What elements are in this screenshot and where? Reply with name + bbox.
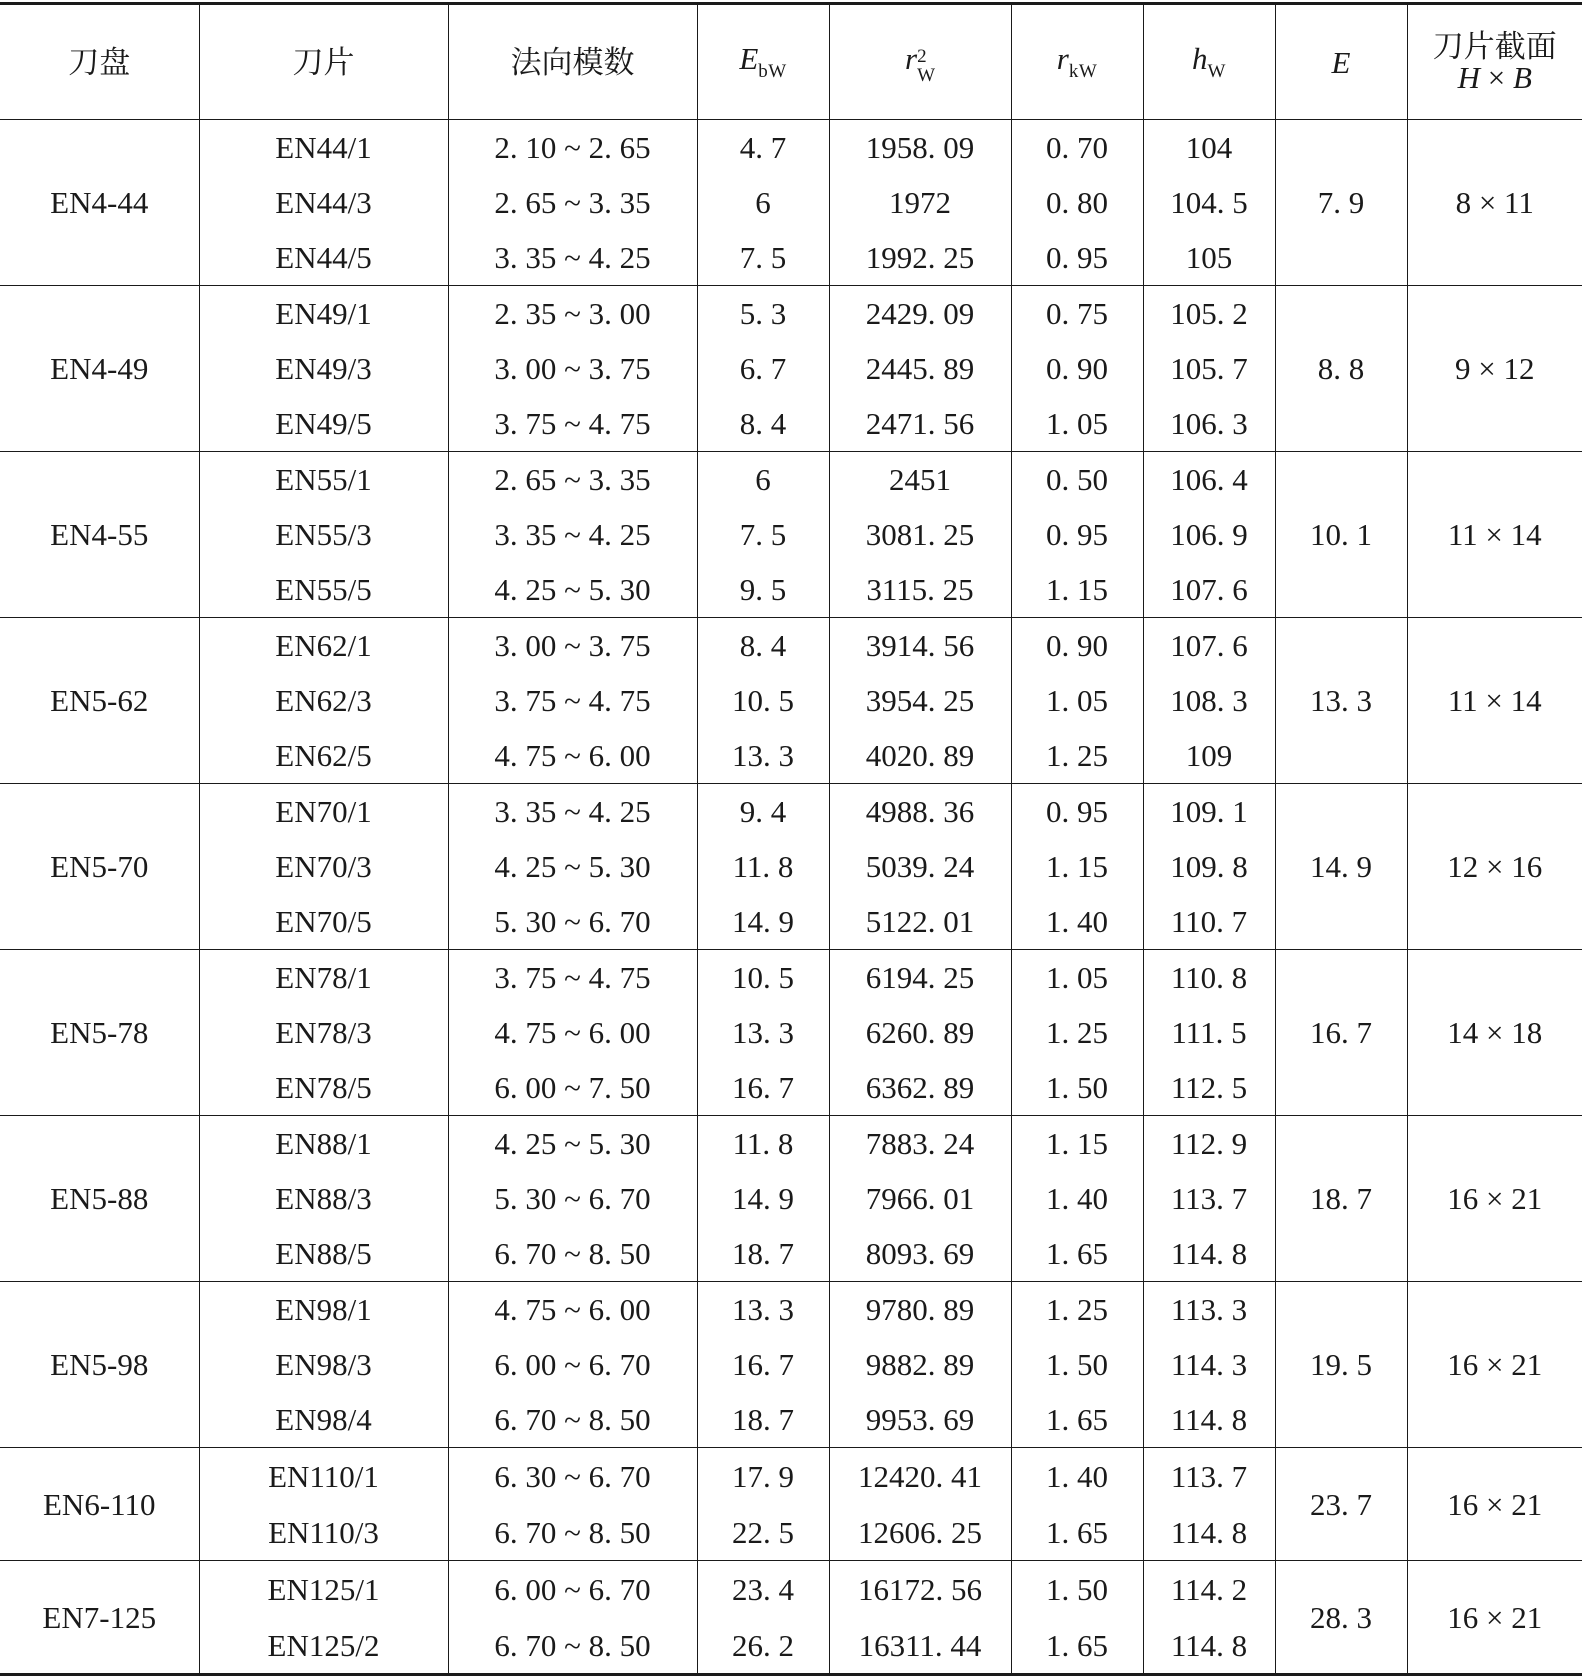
header-normal-module: 法向模数 xyxy=(448,4,697,120)
table-row xyxy=(0,1561,1582,1618)
ebw-cell: 6 xyxy=(697,452,829,508)
rw2-cell: 7883. 24 xyxy=(829,1116,1011,1172)
module-cell: 4. 25 ~ 5. 30 xyxy=(448,839,697,894)
hw-cell: 104 xyxy=(1143,120,1275,176)
ebw-cell: 14. 9 xyxy=(697,1171,829,1226)
blade-cell: EN55/1 xyxy=(199,452,448,508)
e-cell: 28. 3 xyxy=(1275,1561,1407,1675)
rw2-cell: 5039. 24 xyxy=(829,839,1011,894)
section-cell: 14 × 18 xyxy=(1407,950,1582,1116)
rkw-cell: 1. 15 xyxy=(1011,839,1143,894)
ebw-cell: 7. 5 xyxy=(697,507,829,562)
hw-cell: 114. 8 xyxy=(1143,1226,1275,1282)
rw2-cell: 9882. 89 xyxy=(829,1337,1011,1392)
blade-cell: EN88/1 xyxy=(199,1116,448,1172)
rw2-cell: 1972 xyxy=(829,175,1011,230)
blade-cell: EN70/3 xyxy=(199,839,448,894)
rw2-cell: 12606. 25 xyxy=(829,1504,1011,1561)
section-cell: 11 × 14 xyxy=(1407,618,1582,784)
header-rw2-sub: W xyxy=(917,65,935,86)
rw2-cell: 6194. 25 xyxy=(829,950,1011,1006)
rkw-cell: 1. 65 xyxy=(1011,1617,1143,1675)
module-cell: 4. 75 ~ 6. 00 xyxy=(448,1282,697,1338)
header-e: E xyxy=(1275,4,1407,120)
blade-cell: EN110/3 xyxy=(199,1504,448,1561)
ebw-cell: 11. 8 xyxy=(697,1116,829,1172)
disc-cell: EN5-62 xyxy=(0,618,199,784)
rw2-cell: 9780. 89 xyxy=(829,1282,1011,1338)
blade-cell: EN62/5 xyxy=(199,728,448,784)
rw2-cell: 16172. 56 xyxy=(829,1561,1011,1618)
hw-cell: 110. 7 xyxy=(1143,894,1275,950)
header-section-b: B xyxy=(1512,60,1532,95)
e-cell: 8. 8 xyxy=(1275,286,1407,452)
ebw-cell: 16. 7 xyxy=(697,1060,829,1116)
blade-cell: EN98/1 xyxy=(199,1282,448,1338)
table-row xyxy=(0,452,1582,508)
rkw-cell: 1. 40 xyxy=(1011,1448,1143,1505)
table-row xyxy=(0,784,1582,840)
blade-cell: EN70/5 xyxy=(199,894,448,950)
section-cell: 16 × 21 xyxy=(1407,1448,1582,1561)
module-cell: 6. 00 ~ 6. 70 xyxy=(448,1561,697,1618)
rkw-cell: 1. 25 xyxy=(1011,728,1143,784)
rkw-cell: 1. 25 xyxy=(1011,1282,1143,1338)
module-cell: 6. 30 ~ 6. 70 xyxy=(448,1448,697,1505)
table-row xyxy=(0,618,1582,674)
ebw-cell: 10. 5 xyxy=(697,673,829,728)
disc-cell: EN4-49 xyxy=(0,286,199,452)
ebw-cell: 9. 5 xyxy=(697,562,829,618)
hw-cell: 112. 9 xyxy=(1143,1116,1275,1172)
rw2-cell: 1992. 25 xyxy=(829,230,1011,286)
rw2-cell: 7966. 01 xyxy=(829,1171,1011,1226)
ebw-cell: 17. 9 xyxy=(697,1448,829,1505)
rkw-cell: 0. 50 xyxy=(1011,452,1143,508)
blade-cell: EN125/2 xyxy=(199,1617,448,1675)
header-section-times: × xyxy=(1487,60,1506,95)
module-cell: 3. 35 ~ 4. 25 xyxy=(448,230,697,286)
module-cell: 3. 35 ~ 4. 25 xyxy=(448,507,697,562)
hw-cell: 109 xyxy=(1143,728,1275,784)
blade-cell: EN98/3 xyxy=(199,1337,448,1392)
blade-cell: EN88/5 xyxy=(199,1226,448,1282)
e-cell: 7. 9 xyxy=(1275,120,1407,286)
rw2-cell: 3954. 25 xyxy=(829,673,1011,728)
module-cell: 2. 65 ~ 3. 35 xyxy=(448,452,697,508)
rkw-cell: 0. 90 xyxy=(1011,341,1143,396)
table-row xyxy=(0,950,1582,1006)
e-cell: 10. 1 xyxy=(1275,452,1407,618)
module-cell: 6. 00 ~ 7. 50 xyxy=(448,1060,697,1116)
rw2-cell: 2471. 56 xyxy=(829,396,1011,452)
blade-cell: EN49/5 xyxy=(199,396,448,452)
header-section-title: 刀片截面 xyxy=(1432,29,1557,64)
module-cell: 3. 00 ~ 3. 75 xyxy=(448,618,697,674)
hw-cell: 113. 7 xyxy=(1143,1448,1275,1505)
disc-cell: EN4-44 xyxy=(0,120,199,286)
blade-cell: EN125/1 xyxy=(199,1561,448,1618)
hw-cell: 114. 8 xyxy=(1143,1617,1275,1675)
disc-cell: EN5-88 xyxy=(0,1116,199,1282)
header-rw2-main: r xyxy=(904,41,918,77)
rw2-cell: 9953. 69 xyxy=(829,1392,1011,1448)
ebw-cell: 4. 7 xyxy=(697,120,829,176)
rkw-cell: 0. 95 xyxy=(1011,507,1143,562)
blade-cell: EN44/3 xyxy=(199,175,448,230)
module-cell: 3. 35 ~ 4. 25 xyxy=(448,784,697,840)
rw2-cell: 2445. 89 xyxy=(829,341,1011,396)
ebw-cell: 23. 4 xyxy=(697,1561,829,1618)
hw-cell: 114. 3 xyxy=(1143,1337,1275,1392)
blade-cell: EN44/1 xyxy=(199,120,448,176)
ebw-cell: 16. 7 xyxy=(697,1337,829,1392)
rkw-cell: 1. 15 xyxy=(1011,1116,1143,1172)
blade-cell: EN78/3 xyxy=(199,1005,448,1060)
blade-cell: EN70/1 xyxy=(199,784,448,840)
header-rkw-main: r xyxy=(1056,41,1069,76)
blade-cell: EN49/3 xyxy=(199,341,448,396)
rkw-cell: 0. 95 xyxy=(1011,230,1143,286)
rkw-cell: 0. 90 xyxy=(1011,618,1143,674)
table-body xyxy=(0,120,1582,1675)
module-cell: 2. 65 ~ 3. 35 xyxy=(448,175,697,230)
disc-cell: EN7-125 xyxy=(42,1599,157,1635)
module-cell: 4. 25 ~ 5. 30 xyxy=(448,562,697,618)
disc-cell: EN6-110 xyxy=(0,1448,199,1561)
rw2-cell: 2451 xyxy=(829,452,1011,508)
hw-cell: 112. 5 xyxy=(1143,1060,1275,1116)
table-row xyxy=(0,1116,1582,1172)
rw2-cell: 3115. 25 xyxy=(829,562,1011,618)
blade-cell: EN62/1 xyxy=(199,618,448,674)
rw2-cell: 6260. 89 xyxy=(829,1005,1011,1060)
ebw-cell: 11. 8 xyxy=(697,839,829,894)
blade-cell: EN88/3 xyxy=(199,1171,448,1226)
section-cell: 16 × 21 xyxy=(1407,1282,1582,1448)
header-section-h: H xyxy=(1457,60,1480,95)
module-cell: 4. 25 ~ 5. 30 xyxy=(448,1116,697,1172)
hw-cell: 111. 5 xyxy=(1143,1005,1275,1060)
rw2-cell: 1958. 09 xyxy=(829,120,1011,176)
hw-cell: 106. 9 xyxy=(1143,507,1275,562)
rw2-cell: 6362. 89 xyxy=(829,1060,1011,1116)
module-cell: 3. 00 ~ 3. 75 xyxy=(448,341,697,396)
rkw-cell: 1. 25 xyxy=(1011,1005,1143,1060)
header-rkw xyxy=(1011,4,1143,120)
blade-cell: EN62/3 xyxy=(199,673,448,728)
rkw-cell: 1. 65 xyxy=(1011,1392,1143,1448)
header-section xyxy=(1407,4,1582,120)
hw-cell: 114. 8 xyxy=(1143,1504,1275,1561)
ebw-cell: 18. 7 xyxy=(697,1392,829,1448)
header-rw2 xyxy=(829,4,1011,120)
header-hw-sub: W xyxy=(1207,61,1226,82)
blade-cell: EN55/5 xyxy=(199,562,448,618)
ebw-cell: 13. 3 xyxy=(697,1282,829,1338)
module-cell: 6. 00 ~ 6. 70 xyxy=(448,1337,697,1392)
e-cell: 16. 7 xyxy=(1275,950,1407,1116)
hw-cell: 108. 3 xyxy=(1143,673,1275,728)
section-cell: 12 × 16 xyxy=(1407,784,1582,950)
hw-cell: 113. 7 xyxy=(1143,1171,1275,1226)
rw2-cell: 5122. 01 xyxy=(829,894,1011,950)
disc-cell: EN4-55 xyxy=(0,452,199,618)
section-cell: 9 × 12 xyxy=(1407,286,1582,452)
rkw-cell: 1. 40 xyxy=(1011,1171,1143,1226)
hw-cell: 107. 6 xyxy=(1143,618,1275,674)
rkw-cell: 1. 40 xyxy=(1011,894,1143,950)
hw-cell: 109. 8 xyxy=(1143,839,1275,894)
hw-cell: 107. 6 xyxy=(1143,562,1275,618)
rw2-cell: 3081. 25 xyxy=(829,507,1011,562)
blade-cell: EN55/3 xyxy=(199,507,448,562)
disc-cell: EN5-98 xyxy=(0,1282,199,1448)
blade-cell: EN78/5 xyxy=(199,1060,448,1116)
blade-cell: EN78/1 xyxy=(199,950,448,1006)
header-hw xyxy=(1143,4,1275,120)
rw2-cell: 16311. 44 xyxy=(829,1617,1011,1675)
blade-cell: EN98/4 xyxy=(199,1392,448,1448)
rw2-cell: 4020. 89 xyxy=(829,728,1011,784)
hw-cell: 105. 2 xyxy=(1143,286,1275,342)
module-cell: 2. 10 ~ 2. 65 xyxy=(448,120,697,176)
header-ebw xyxy=(697,4,829,120)
disc-cell: EN5-78 xyxy=(0,950,199,1116)
module-cell: 6. 70 ~ 8. 50 xyxy=(448,1226,697,1282)
hw-cell: 114. 2 xyxy=(1143,1561,1275,1618)
module-cell: 5. 30 ~ 6. 70 xyxy=(448,1171,697,1226)
ebw-cell: 7. 5 xyxy=(697,230,829,286)
e-cell: 13. 3 xyxy=(1275,618,1407,784)
ebw-cell: 10. 5 xyxy=(697,950,829,1006)
hw-cell: 110. 8 xyxy=(1143,950,1275,1006)
header-rkw-sub: kW xyxy=(1068,61,1098,82)
ebw-cell: 13. 3 xyxy=(697,728,829,784)
ebw-cell: 9. 4 xyxy=(697,784,829,840)
rkw-cell: 1. 15 xyxy=(1011,562,1143,618)
header-hw-main: h xyxy=(1192,41,1208,76)
e-cell: 14. 9 xyxy=(1275,784,1407,950)
blade-cell: EN110/1 xyxy=(199,1448,448,1505)
rkw-cell: 1. 05 xyxy=(1011,396,1143,452)
module-cell: 3. 75 ~ 4. 75 xyxy=(448,950,697,1006)
table-row xyxy=(0,1448,1582,1505)
hw-cell: 113. 3 xyxy=(1143,1282,1275,1338)
ebw-cell: 6 xyxy=(697,175,829,230)
rw2-cell: 4988. 36 xyxy=(829,784,1011,840)
module-cell: 3. 75 ~ 4. 75 xyxy=(448,396,697,452)
rkw-cell: 0. 75 xyxy=(1011,286,1143,342)
rkw-cell: 0. 95 xyxy=(1011,784,1143,840)
rkw-cell: 1. 05 xyxy=(1011,950,1143,1006)
module-cell: 4. 75 ~ 6. 00 xyxy=(448,728,697,784)
table-row xyxy=(0,1282,1582,1338)
section-cell: 16 × 21 xyxy=(1407,1561,1582,1675)
header-disc: 刀盘 xyxy=(0,4,199,120)
ebw-cell: 14. 9 xyxy=(697,894,829,950)
rw2-cell: 3914. 56 xyxy=(829,618,1011,674)
module-cell: 6. 70 ~ 8. 50 xyxy=(448,1617,697,1675)
hw-cell: 109. 1 xyxy=(1143,784,1275,840)
ebw-cell: 8. 4 xyxy=(697,396,829,452)
header-ebw-main: E xyxy=(739,41,759,76)
ebw-cell: 18. 7 xyxy=(697,1226,829,1282)
hw-cell: 106. 3 xyxy=(1143,396,1275,452)
blade-cell: EN44/5 xyxy=(199,230,448,286)
rkw-cell: 1. 65 xyxy=(1011,1504,1143,1561)
ebw-cell: 6. 7 xyxy=(697,341,829,396)
table-row xyxy=(0,120,1582,176)
rkw-cell: 1. 05 xyxy=(1011,673,1143,728)
rw2-cell: 12420. 41 xyxy=(829,1448,1011,1505)
hw-cell: 106. 4 xyxy=(1143,452,1275,508)
module-cell: 5. 30 ~ 6. 70 xyxy=(448,894,697,950)
header-ebw-sub: bW xyxy=(758,61,787,82)
rkw-cell: 0. 70 xyxy=(1011,120,1143,176)
e-cell: 19. 5 xyxy=(1275,1282,1407,1448)
rkw-cell: 1. 50 xyxy=(1011,1337,1143,1392)
e-cell: 23. 7 xyxy=(1275,1448,1407,1561)
rw2-cell: 8093. 69 xyxy=(829,1226,1011,1282)
hw-cell: 104. 5 xyxy=(1143,175,1275,230)
rw2-cell: 2429. 09 xyxy=(829,286,1011,342)
hw-cell: 114. 8 xyxy=(1143,1392,1275,1448)
module-cell: 6. 70 ~ 8. 50 xyxy=(448,1504,697,1561)
ebw-cell: 5. 3 xyxy=(697,286,829,342)
section-cell: 16 × 21 xyxy=(1407,1116,1582,1282)
header-rw2-sup: 2 xyxy=(917,46,927,67)
blade-cell: EN49/1 xyxy=(199,286,448,342)
ebw-cell: 13. 3 xyxy=(697,1005,829,1060)
module-cell: 6. 70 ~ 8. 50 xyxy=(448,1392,697,1448)
section-cell: 11 × 14 xyxy=(1407,452,1582,618)
hw-cell: 105 xyxy=(1143,230,1275,286)
header-row xyxy=(0,4,1582,120)
disc-cell: EN5-70 xyxy=(0,784,199,950)
ebw-cell: 22. 5 xyxy=(697,1504,829,1561)
module-cell: 3. 75 ~ 4. 75 xyxy=(448,673,697,728)
rkw-cell: 1. 50 xyxy=(1011,1060,1143,1116)
cutter-spec-table xyxy=(0,2,1582,1676)
ebw-cell: 26. 2 xyxy=(697,1617,829,1675)
ebw-cell: 8. 4 xyxy=(697,618,829,674)
section-cell: 8 × 11 xyxy=(1407,120,1582,286)
hw-cell: 105. 7 xyxy=(1143,341,1275,396)
module-cell: 4. 75 ~ 6. 00 xyxy=(448,1005,697,1060)
rkw-cell: 0. 80 xyxy=(1011,175,1143,230)
module-cell: 2. 35 ~ 3. 00 xyxy=(448,286,697,342)
e-cell: 18. 7 xyxy=(1275,1116,1407,1282)
rkw-cell: 1. 50 xyxy=(1011,1561,1143,1618)
rkw-cell: 1. 65 xyxy=(1011,1226,1143,1282)
table-row xyxy=(0,286,1582,342)
header-blade: 刀片 xyxy=(199,4,448,120)
